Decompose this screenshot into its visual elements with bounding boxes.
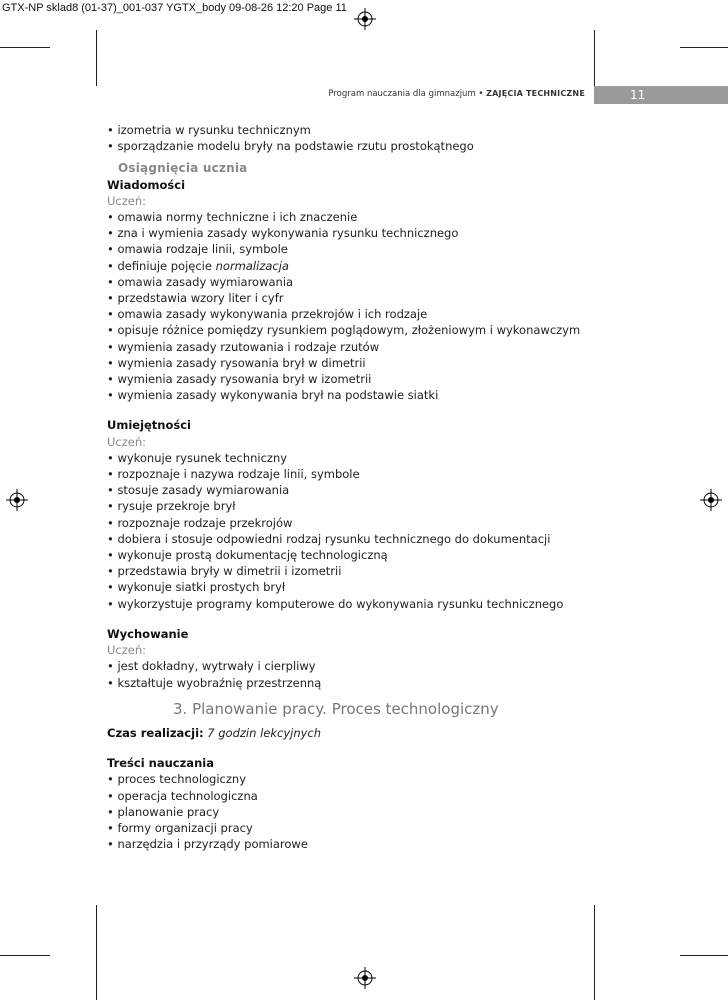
list-item: • wymienia zasady wykonywania brył na podstawie siatki xyxy=(107,388,439,403)
list-item: • omawia normy techniczne i ich znaczenie xyxy=(107,210,358,225)
duration-value: 7 godzin lekcyjnych xyxy=(207,725,322,740)
list-item: • kształtuje wyobraźnię przestrzenną xyxy=(107,675,322,690)
duration-label: Czas realizacji: xyxy=(107,725,204,740)
student-label: Uczeń: xyxy=(107,643,147,658)
list-item: • rysuje przekroje brył xyxy=(107,499,236,514)
registration-mark-icon xyxy=(6,489,28,511)
list-item: • jest dokładny, wytrwały i cierpliwy xyxy=(107,659,316,674)
printer-slug: GTX-NP sklad8 (01-37)_001-037 YGTX_body 09-08-26 12:20 Page 11 xyxy=(2,2,347,14)
chapter-title: 3. Planowanie pracy. Proces technologiczny xyxy=(173,699,499,718)
list-item: • wykonuje siatki prostych brył xyxy=(107,580,286,595)
list-item: • przedstawia wzory liter i cyfr xyxy=(107,291,284,306)
list-item: • wymienia zasady rysowania brył w izometrii xyxy=(107,372,372,387)
header-program: Program nauczania dla gimnazjum xyxy=(328,89,476,99)
list-item-text: • definiuje pojęcie xyxy=(107,258,216,273)
list-item: • wykonuje prostą dokumentację technologiczną xyxy=(107,548,388,563)
student-label: Uczeń: xyxy=(107,434,147,449)
skills-heading: Umiejętności xyxy=(107,418,191,433)
crop-mark xyxy=(0,955,50,956)
list-item: • proces technologiczny xyxy=(107,772,246,787)
crop-mark xyxy=(680,955,728,956)
page-number-box xyxy=(594,86,728,104)
list-item: • zna i wymienia zasady wykonywania rysunku technicznego xyxy=(107,226,459,241)
list-item: • rozpoznaje rodzaje przekrojów xyxy=(107,515,293,530)
student-label: Uczeń: xyxy=(107,193,147,208)
header-subject: ZAJĘCIA TECHNICZNE xyxy=(486,89,585,98)
list-item: • operacja technologiczna xyxy=(107,788,258,803)
list-item: • omawia rodzaje linii, symbole xyxy=(107,242,288,257)
list-item: • wykonuje rysunek techniczny xyxy=(107,450,288,465)
crop-mark xyxy=(680,47,728,48)
main-content xyxy=(107,122,597,852)
crop-mark xyxy=(0,47,50,48)
duration-line xyxy=(107,725,597,741)
header-bullet: • xyxy=(478,89,484,99)
list-item: • wykorzystuje programy komputerowe do wykonywania rysunku technicznego xyxy=(107,596,564,611)
running-header xyxy=(328,89,585,99)
list-item: • narzędzia i przyrządy pomiarowe xyxy=(107,837,308,852)
list-item: • wymienia zasady rysowania brył w dimetrii xyxy=(107,355,366,370)
list-item: • omawia zasady wykonywania przekrojów i ich rodzaje xyxy=(107,307,428,322)
crop-mark xyxy=(96,905,97,1000)
registration-mark-icon xyxy=(354,8,376,30)
registration-mark-icon xyxy=(354,967,376,989)
upbringing-heading: Wychowanie xyxy=(107,626,189,641)
list-item: • rozpoznaje i nazywa rodzaje linii, symbole xyxy=(107,467,360,482)
page-number: 11 xyxy=(630,88,646,102)
contents-heading: Treści nauczania xyxy=(107,756,214,771)
list-item: • przedstawia bryły w dimetrii i izometrii xyxy=(107,564,342,579)
term-normalizacja: normalizacja xyxy=(215,258,289,273)
list-item: • planowanie pracy xyxy=(107,804,220,819)
crop-mark xyxy=(96,30,97,86)
list-item xyxy=(107,258,597,274)
list-item: • sporządzanie modelu bryły na podstawie rzutu prostokątnego xyxy=(107,139,474,154)
list-item: • omawia zasady wymiarowania xyxy=(107,274,294,289)
registration-mark-icon xyxy=(700,489,722,511)
list-item: • izometria w rysunku technicznym xyxy=(107,123,311,137)
list-item: • wymienia zasady rzutowania i rodzaje rzutów xyxy=(107,339,380,354)
crop-mark xyxy=(594,905,595,1000)
list-item: • formy organizacji pracy xyxy=(107,820,253,835)
list-item: • stosuje zasady wymiarowania xyxy=(107,483,290,498)
achievements-heading: Osiągnięcia ucznia xyxy=(118,161,248,176)
list-item: • opisuje różnice pomiędzy rysunkiem poglądowym, złożeniowym i wykonawczym xyxy=(107,323,581,338)
list-item: • dobiera i stosuje odpowiedni rodzaj rysunku technicznego do dokumentacji xyxy=(107,531,551,546)
knowledge-heading: Wiadomości xyxy=(107,177,186,192)
crop-mark xyxy=(594,30,595,86)
